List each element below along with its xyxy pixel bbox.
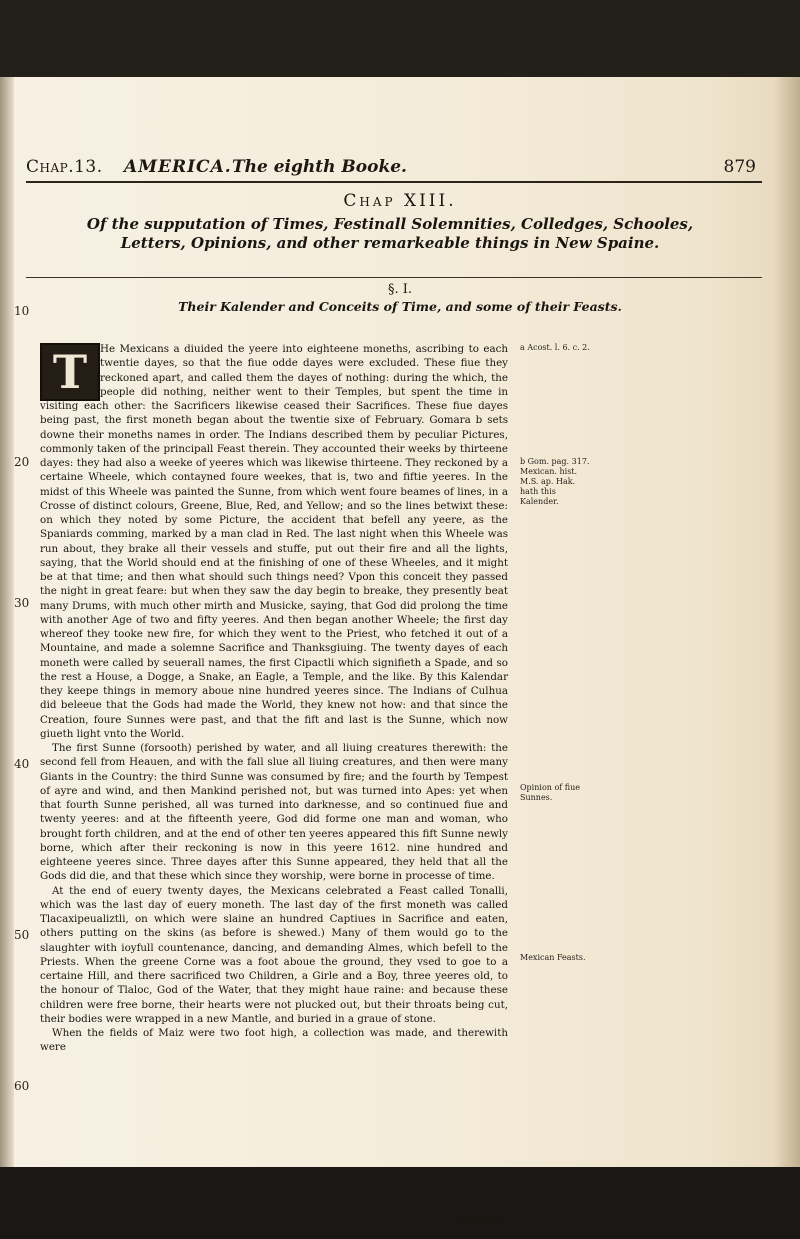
line-number-20: 20 [14,455,30,469]
paragraph-2: The first Sunne (forsooth) perished by water, and all liuing creatures therewith: the second fell from Heauen, and with the fall slue all liuing creatures, and then were many Giants in the Country: the third Sunne was consumed by fire; and the fourth by Tempest of ayre and wind, and then Mankind perished not, but was turned into Apes: yet when that fourth Sunne perished, all was turned into darknesse, and so continued fiue and twenty yeeres: and at the fifteenth yeere, God did forme one man and woman, who brought forth children, and at the end of other ten yeeres appeared this fift Sunne newly borne, which after their reckoning is now in this yeere 1612. nine hundred and eighteene yeeres since. Three dayes after this Sunne appeared, they held that all the Gods did die, and that these which since they worship, were borne in processe of time. [40,742,508,883]
page-edge-shadow [774,77,800,1167]
section-mark: §. I. [387,282,413,297]
line-number-30: 30 [14,596,30,610]
margin-note-a: a Acost. l. 6. c. 2. [520,343,590,352]
running-head-book: The eighth Booke. [232,157,407,177]
running-head-chapter: Chap.13. [26,157,103,177]
book-page [0,77,800,1226]
chapter-title: Of the supputation of Times, Festinall Solemnities, Colledges, Schooles, Letters, Opinions, and other remarkeable things in New Spaine. [86,215,694,252]
section-rule [26,277,762,278]
line-number-60: 60 [14,1079,30,1093]
catchword: brought [460,1215,501,1226]
paragraph-1 [40,342,508,741]
initial-spacer [40,342,100,398]
page-gutter-shadow [0,77,14,1167]
line-number-40: 40 [14,757,30,771]
page-number: 879 [723,157,756,177]
margin-note-b: b Gom. pag. 317. Mexican. hist. M.S. ap. Hak. hath this Kalender. [520,457,590,506]
margin-note-opinion: Opinion of fiue Sunnes. [520,783,581,802]
running-head [26,157,778,179]
margin-note-feasts: Mexican Feasts. [520,953,586,962]
body-text [40,342,508,1055]
paragraph-1-text: He Mexicans a diuided the yeere into eighteene moneths, ascribing to each twentie dayes, so that the fiue odde dayes were excluded. These fiue they reckoned apart, and called them the dayes of nothing: during the which, the people did nothing, neither went to their Temples, but spent the time in visiting each other: the Sacrificers likewise ceased their Sacrifices. These fiue dayes being past, the first moneth began about the twentie sixe of February. Gomara b sets downe their moneths names in order. The Indians described them by peculiar Pictures, commonly taken of the principall Feast therein. They accounted their weeks by thirteene dayes: they had also a weeke of yeeres which was likewise thirteene. They reckoned by a certaine Wheele, which contayned foure weekes, that is, two and fiftie yeeres. In the midst of this Wheele was painted the Sunne, from which went foure beames of lines, in a Crosse of distinct colours, Greene, Blue, Red, and Yellow; and so the lines betwixt these: on which they noted by some Picture, the accident that befell any yeere, as the Spaniards comming, marked by a man clad in Red. The last night when this Wheele was run about, they brake all their vessels and stuffe, put out their fire and all the lights, saying, that the World should end at the finishing of one of these Wheeles, and it might be at that time; and then what should such things need? Vpon this conceit they passed the night in great feare: but when they saw the day begin to breake, they presently beat many Drums, with much other mirth and Musicke, saying, that God did prolong the time with another Age of two and fifty yeeres. And then began another Wheele; the first day whereof they tooke new fire, for which they went to the Priest, who fetched it out of a Mountaine, and made a solemne Sacrifice and Thanksgiuing. The twenty dayes of each moneth were called by seuerall names, the first Cipactli which signifieth a Spade, and so the rest a House, a Dogge, a Snake, an Eagle, a Temple, and the like. By this Kalendar they keepe things in memory aboue nine hundred yeeres since. The Indians of Culhua did beleeue that the Gods had made the World, they knew not how: and that since the Creation, foure Sunnes were past, and that the fift and last is the Sunne, which now giueth light vnto the World. [40,343,508,740]
running-head-title: AMERICA. [124,157,232,177]
section-title: Their Kalender and Conceits of Time, and some of their Feasts. [178,299,622,314]
header-rule [26,181,762,183]
paragraph-3: At the end of euery twenty dayes, the Mexicans celebrated a Feast called Tonalli, which was the last day of euery moneth. The last day of the first moneth was called Tlacaxipeualiztli, on which were slaine an hundred Captiues in Sacrifice and eaten, others putting on the skins (as before is shewed.) Many of them would go to the slaughter with ioyfull countenance, dancing, and demanding Almes, which befell to the Priests. When the greene Corne was a foot aboue the ground, they vsed to goe to a certaine Hill, and there sacrificed two Children, a Girle and a Boy, three yeeres old, to the honour of Tlaloc, God of the Water, that they might haue raine: and because these children were free borne, their hearts were not plucked out, but their throats being cut, their bodies were wrapped in a new Mantle, and buried in a graue of stone. [40,884,508,1025]
line-number-50: 50 [14,928,30,942]
paragraph-4: When the fields of Maiz were two foot high, a collection was made, and therewith were [40,1027,508,1054]
line-number-10: 10 [14,304,30,318]
decorated-initial: T [40,343,100,401]
chapter-heading: Chap XIII. [343,191,457,211]
